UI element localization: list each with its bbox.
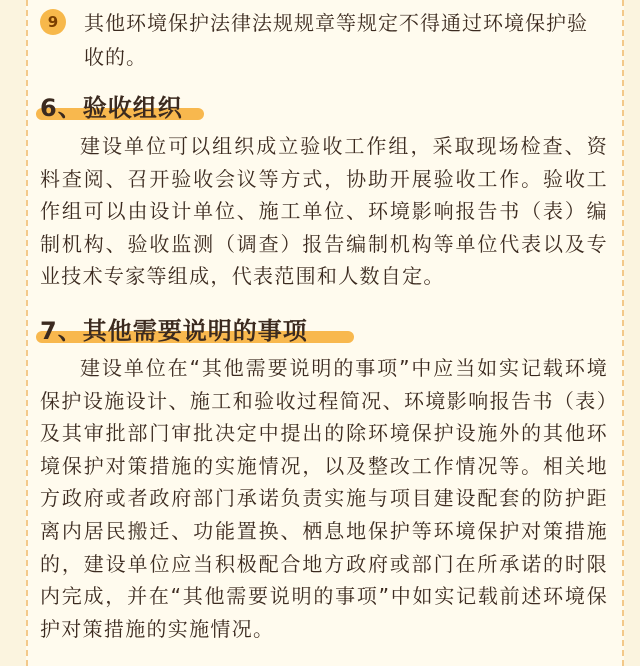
list-item-text: 其他环境保护法律法规规章等规定不得通过环境保护验收的。 xyxy=(84,11,588,69)
section-heading-7: 7、其他需要说明的事项 xyxy=(40,317,308,345)
section-body-6: 建设单位可以组织成立验收工作组，采取现场检查、资料查阅、召开验收会议等方式，协助开展验收工作。验收工作组可以由设计单位、施工单位、环境影响报告书（表）编制机构、验收监测（调查）报告编制机构等单位代表以及专业技术专家等组成，代表范围和人数自定。 xyxy=(40,134,608,289)
section-body-7: 建设单位在“其他需要说明的事项”中应当如实记载环境保护设施设计、施工和验收过程简况、环境影响报告书（表）及其审批部门审批决定中提出的除环境保护设施外的其他环境保护对策措施的实施情况，以及整改工作情况等。相关地方政府或者政府部门承诺负责实施与项目建设配套的防护距离内居民搬迁、功能置换、栖息地保护等环境保护对策措施的，建设单位应当积极配合地方政府或部门在所承诺的时限内完成，并在“其他需要说明的事项”中如实记载前述环境保护对策措施的实施情况。 xyxy=(40,356,608,641)
section-heading-6: 6、验收组织 xyxy=(40,94,183,122)
item-number-badge: 9 xyxy=(40,9,66,35)
